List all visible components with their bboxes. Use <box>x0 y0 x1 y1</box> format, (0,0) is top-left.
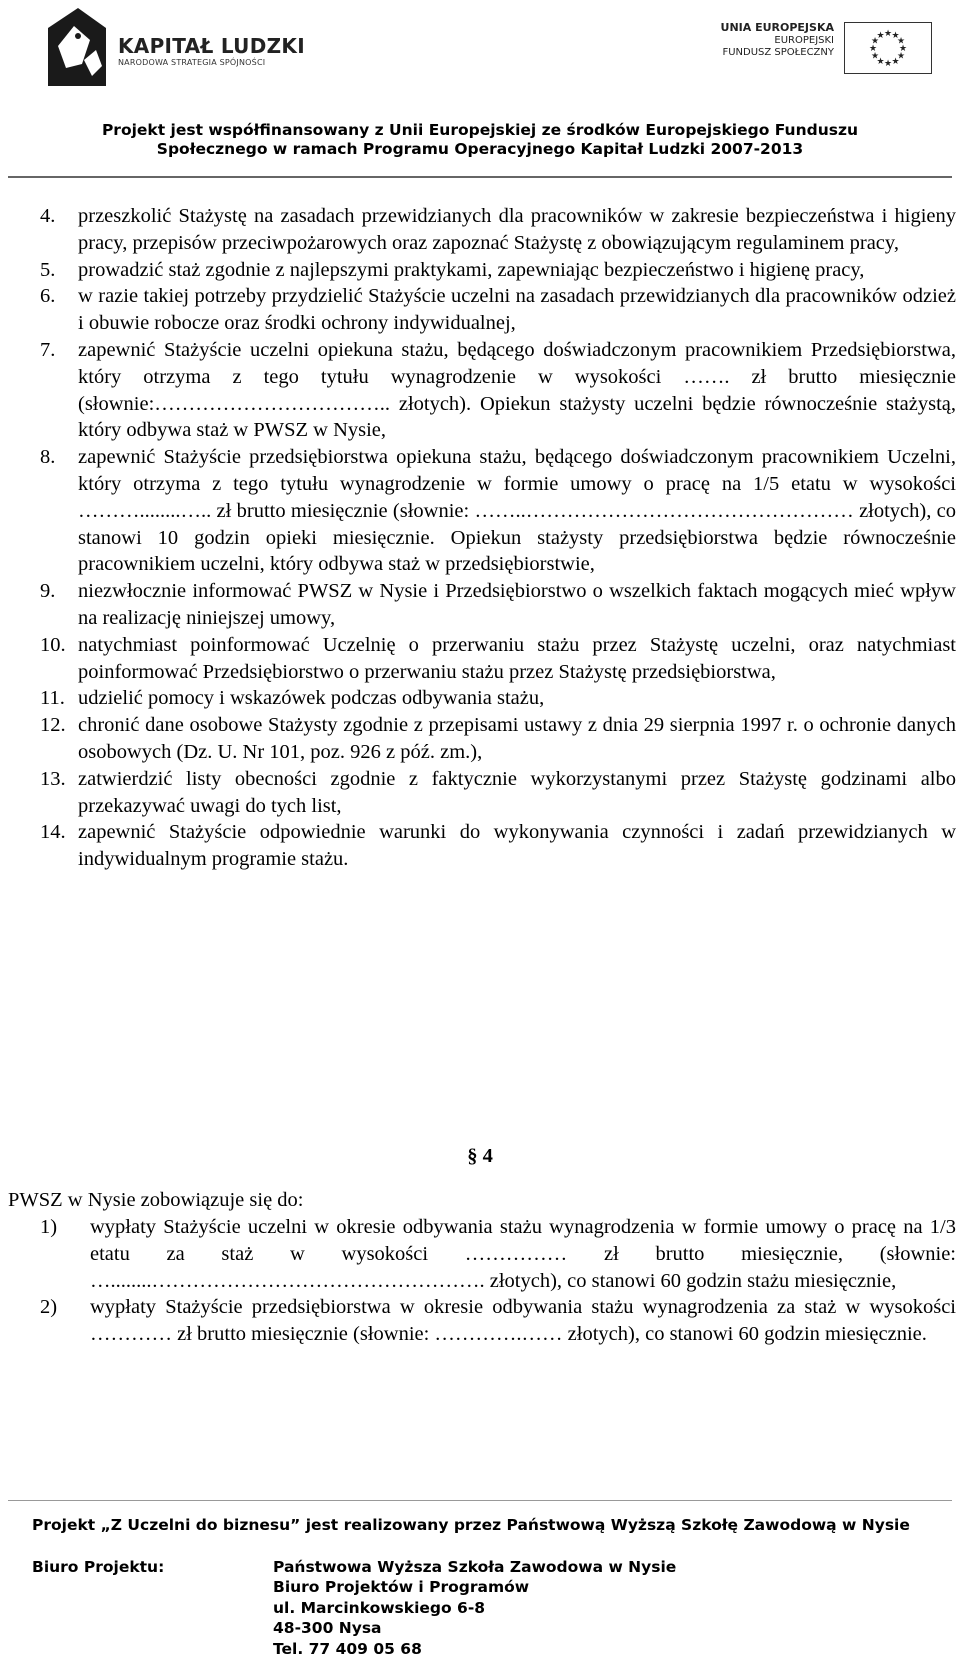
list-item-number: 13. <box>40 767 66 790</box>
list-item-number: 11. <box>40 687 65 710</box>
kapital-ludzki-subtitle: NARODOWA STRATEGIA SPÓJNOŚCI <box>118 58 266 67</box>
list-item-text: wypłaty Stażyście uczelni w okresie odbywania stażu wynagrodzenia w formie umowy o pracę na 1/3 etatu za staż w wysokości …………… zł brutto miesięcznie, (słownie: …........…………………………………………. złotych), co stanowi 60 godzin stażu miesięcznie, <box>90 1216 956 1292</box>
list-item <box>40 283 956 337</box>
list-item <box>40 632 956 686</box>
list-item-number: 7. <box>40 338 56 361</box>
list-item-text: przeszkolić Stażystę na zasadach przewidzianych dla pracowników w zakresie bezpieczeństwa i higieny pracy, przepisów przeciwpożarowych oraz zapoznać Stażystę z obowiązującym regulaminem pracy, <box>78 205 956 254</box>
eu-star-icon: ★ <box>883 58 893 68</box>
list-item-number: 1) <box>40 1216 58 1238</box>
kapital-ludzki-title: KAPITAŁ LUDZKI <box>118 34 305 58</box>
cofinancing-line-2: Społecznego w ramach Programu Operacyjnego Kapitał Ludzki 2007-2013 <box>156 140 804 158</box>
eu-star-icon: ★ <box>883 28 893 38</box>
list-item-number: 14. <box>40 821 66 844</box>
list-item <box>40 444 956 578</box>
eu-logo <box>632 22 932 72</box>
kapital-ludzki-emblem-icon <box>44 6 114 90</box>
eu-line-1: UNIA EUROPEJSKA <box>720 21 834 34</box>
footer-address <box>273 1557 932 1660</box>
obligations-list <box>40 203 956 873</box>
list-item-number: 5. <box>40 258 56 281</box>
footer-office-label: Biuro Projektu: <box>32 1557 165 1576</box>
cofinancing-note <box>0 121 960 159</box>
eu-star-icon: ★ <box>898 43 908 53</box>
list-item-text: zatwierdzić listy obecności zgodnie z faktycznie wykorzystanymi przez Stażystę godzinami albo przekazywać uwagi do tych list, <box>78 767 956 817</box>
eu-flag <box>844 22 932 74</box>
list-item-text: zapewnić Stażyście uczelni opiekuna stażu, będącego doświadczonym pracownikiem Przedsiębiorstwa, który otrzyma z tego tytułu wynagrodzenie w wysokości ……. zł brutto miesięcznie (słownie:…………………………….. złotych). Opiekun stażysty uczelni będzie równocześnie stażystą, który odbywa staż w PWSZ w Nysie, <box>78 338 956 442</box>
page-footer <box>32 1515 932 1659</box>
list-item-text: natychmiast poinformować Uczelnię o przerwaniu stażu przez Stażystę uczelni, oraz natychmiast poinformować Przedsiębiorstwo o przerwaniu stażu przez Stażystę przedsiębiorstwa, <box>78 633 956 683</box>
list-item-text: w razie takiej potrzeby przydzielić Stażyście uczelni na zasadach przewidzianych dla pracowników odzież i obuwie robocze oraz środki ochrony indywidualnej, <box>78 285 956 335</box>
kapital-ludzki-logo <box>44 6 314 90</box>
list-item-text: zapewnić Stażyście odpowiednie warunki do wykonywania czynności i zadań przewidzianych w indywidualnym programie stażu. <box>78 821 956 871</box>
eu-line-3: FUNDUSZ SPOŁECZNY <box>722 47 834 58</box>
eu-star-icon: ★ <box>870 35 880 46</box>
footer-project-line: Projekt „Z Uczelni do biznesu” jest realizowany przez Państwową Wyższą Szkołę Zawodową w Nysie <box>32 1516 910 1534</box>
list-item-text: niezwłocznie informować PWSZ w Nysie i Przedsiębiorstwo o wszelkich faktach mogących mieć wpływ na realizację niniejszej umowy, <box>78 580 956 629</box>
eu-star-icon: ★ <box>876 56 885 66</box>
obligations-items <box>40 203 956 873</box>
eu-star-icon: ★ <box>896 35 906 46</box>
eu-star-icon: ★ <box>876 30 885 40</box>
eu-logo-text <box>721 22 834 60</box>
list-item <box>40 1214 956 1294</box>
header-divider <box>8 176 952 178</box>
eu-star-icon: ★ <box>896 50 906 61</box>
list-item <box>40 337 956 444</box>
list-item <box>40 257 956 284</box>
list-item-number: 12. <box>40 714 66 737</box>
list-item <box>40 578 956 632</box>
footer-address-line: 48-300 Nysa <box>273 1619 382 1637</box>
list-item-text: udzielić pomocy i wskazówek podczas odbywania stażu, <box>78 687 545 710</box>
cofinancing-line-1: Projekt jest współfinansowany z Unii Europejskiej ze środków Europejskiego Funduszu <box>101 121 859 139</box>
eu-star-icon: ★ <box>870 50 880 61</box>
list-item-text: prowadzić staż zgodnie z najlepszymi praktykami, zapewniając bezpieczeństwo i higienę pracy, <box>78 258 865 281</box>
list-item-text: wypłaty Stażyście przedsiębiorstwa w okresie odbywania stażu wynagrodzenia za staż w wysokości ………… zł brutto miesięcznie (słownie: ………….…… złotych), co stanowi 60 godzin miesięcznie. <box>90 1296 956 1346</box>
list-item-number: 6. <box>40 285 56 308</box>
section-intro: PWSZ w Nysie zobowiązuje się do: <box>8 1189 304 1211</box>
footer-divider <box>8 1500 952 1501</box>
list-item <box>40 819 956 873</box>
footer-address-line: Biuro Projektów i Programów <box>273 1578 530 1596</box>
list-item-number: 9. <box>40 580 56 603</box>
eu-star-icon: ★ <box>891 30 900 40</box>
eu-star-icon: ★ <box>891 56 900 66</box>
section4-items <box>40 1214 956 1348</box>
footer-address-line: Tel. 77 409 05 68 <box>273 1639 422 1658</box>
list-item-number: 10. <box>40 633 66 656</box>
section-heading: § 4 <box>467 1145 493 1167</box>
list-item <box>40 685 956 712</box>
list-item-number: 8. <box>40 446 56 469</box>
footer-address-line: Państwowa Wyższa Szkoła Zawodowa w Nysie <box>273 1557 677 1576</box>
list-item-number: 2) <box>40 1296 58 1319</box>
eu-stars-icon <box>845 23 931 73</box>
footer-address-line: ul. Marcinkowskiego 6-8 <box>273 1598 486 1617</box>
list-item-text: chronić dane osobowe Stażysty zgodnie z przepisami ustawy z dnia 29 sierpnia 1997 r. o ochronie danych osobowych (Dz. U. Nr 101, poz. 926 z póź. zm.), <box>78 714 956 763</box>
section4-list <box>40 1214 956 1348</box>
footer-office <box>32 1557 932 1660</box>
list-item <box>40 712 956 766</box>
list-item-text: zapewnić Stażyście przedsiębiorstwa opiekuna stażu, będącego doświadczonym pracownikiem Uczelni, który otrzyma z tego tytułu wynagrodzenie w formie umowy o pracę na 1/5 etatu w wysokości ………........….. zł brutto miesięcznie (słownie: ……..………………………………………… złotych), co stanowi 10 godzin opieki miesięcznie. Opiekun stażysty przedsiębiorstwa będzie równocześnie pracownikiem uczelni, który odbywa staż w przedsiębiorstwie, <box>78 446 956 576</box>
list-item-number: 4. <box>40 205 56 227</box>
eu-star-icon: ★ <box>868 43 878 53</box>
list-item <box>40 1294 956 1348</box>
eu-line-2: EUROPEJSKI <box>774 34 834 46</box>
list-item <box>40 766 956 820</box>
list-item <box>40 203 956 257</box>
